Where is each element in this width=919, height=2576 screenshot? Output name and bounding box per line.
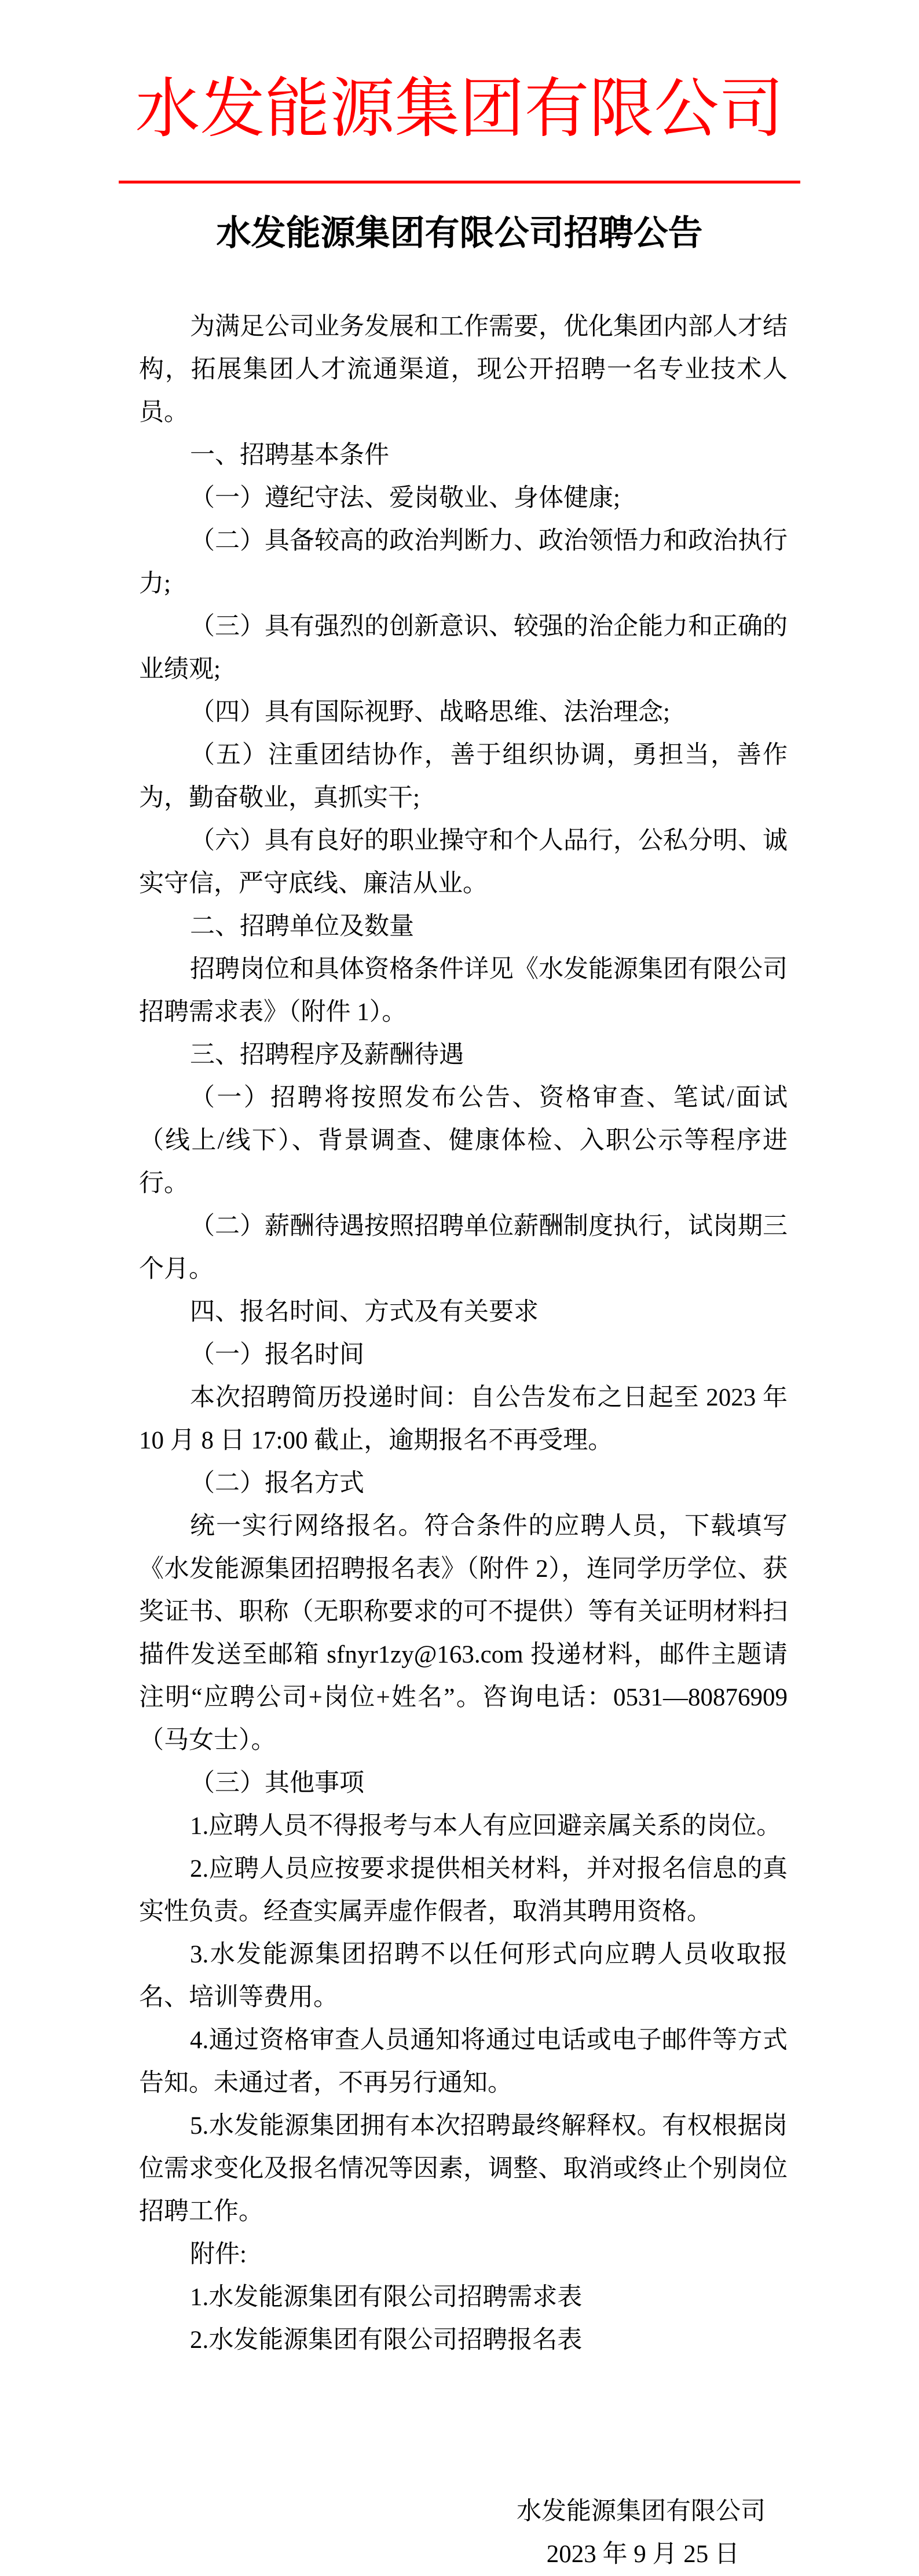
body-paragraph: （三）其他事项 [190,1770,364,1797]
attachment-item: 1.水发能源集团有限公司招聘需求表 [190,2284,583,2311]
red-divider-line [119,181,800,184]
attachment-item: 2.水发能源集团有限公司招聘报名表 [190,2327,583,2354]
body-paragraph: 为满足公司业务发展和工作需要，优化集团内部人才结构，拓展集团人才流通渠道，现公开招聘一名专业技术人员。 [139,313,788,426]
body-paragraph: （四）具有国际视野、战略思维、法治理念; [190,699,670,726]
body-paragraph: （五）注重团结协作，善于组织协调，勇担当，善作为，勤奋敬业，真抓实干; [139,742,788,812]
section-heading: 一、招聘基本条件 [190,442,389,469]
body-paragraph: 2.应聘人员应按要求提供相关材料，并对报名信息的真实性负责。经查实属弄虚作假者，取消其聘用资格。 [139,1855,788,1925]
section-heading: 四、报名时间、方式及有关要求 [190,1298,539,1326]
body-paragraph: （二）报名方式 [190,1470,364,1497]
body-paragraph: （二）具备较高的政治判断力、政治领悟力和政治执行力; [139,527,788,597]
body-paragraph: 5.水发能源集团拥有本次招聘最终解释权。有权根据岗位需求变化及报名情况等因素，调整、取消或终止个别岗位招聘工作。 [139,2112,788,2225]
section-heading: 三、招聘程序及薪酬待遇 [190,1041,464,1069]
body-paragraph: 统一实行网络报名。符合条件的应聘人员，下载填写《水发能源集团招聘报名表》（附件 2），连同学历学位、获奖证书、职称（无职称要求的可不提供）等有关证明材料扫描件发送至邮箱 sfnyr1zy@163.com 投递材料，邮件主题请注明“应聘公司+岗位+姓名”。咨询电话：0531—80876909（马女士）。 [139,1513,788,1754]
document-body [139,306,788,2576]
body-paragraph: 3.水发能源集团招聘不以任何形式向应聘人员收取报名、培训等费用。 [139,1941,788,2011]
body-paragraph: （二）薪酬待遇按照招聘单位薪酬制度执行，试岗期三个月。 [139,1213,788,1283]
body-paragraph: 本次招聘简历投递时间：自公告发布之日起至 2023 年 10 月 8 日 17:00 截止，逾期报名不再受理。 [139,1384,788,1454]
signature-block [139,2490,788,2576]
signature-date: 2023 年 9 月 25 日 [546,2541,739,2568]
body-paragraph: （一）招聘将按照发布公告、资格审查、笔试/面试（线上/线下）、背景调查、健康体检、入职公示等程序进行。 [139,1084,788,1197]
section-heading: 二、招聘单位及数量 [190,913,414,940]
body-paragraph: （一）报名时间 [190,1341,364,1368]
attachments-label: 附件: [190,2241,247,2268]
body-paragraph: 招聘岗位和具体资格条件详见《水发能源集团有限公司招聘需求表》（附件 1）。 [139,956,788,1026]
body-paragraph: 1.应聘人员不得报考与本人有应回避亲属关系的岗位。 [190,1812,782,1840]
body-paragraph: 4.通过资格审查人员通知将通过电话或电子邮件等方式告知。未通过者，不再另行通知。 [139,2027,788,2097]
signature-company: 水发能源集团有限公司 [517,2498,766,2525]
body-paragraph: （六）具有良好的职业操守和个人品行，公私分明、诚实守信，严守底线、廉洁从业。 [139,827,788,897]
document-title: 水发能源集团有限公司招聘公告 [216,214,703,252]
letterhead-company-name: 水发能源集团有限公司 [135,74,784,145]
body-paragraph: （一）遵纪守法、爱岗敬业、身体健康; [190,485,620,512]
body-paragraph: （三）具有强烈的创新意识、较强的治企能力和正确的业绩观; [139,613,788,683]
